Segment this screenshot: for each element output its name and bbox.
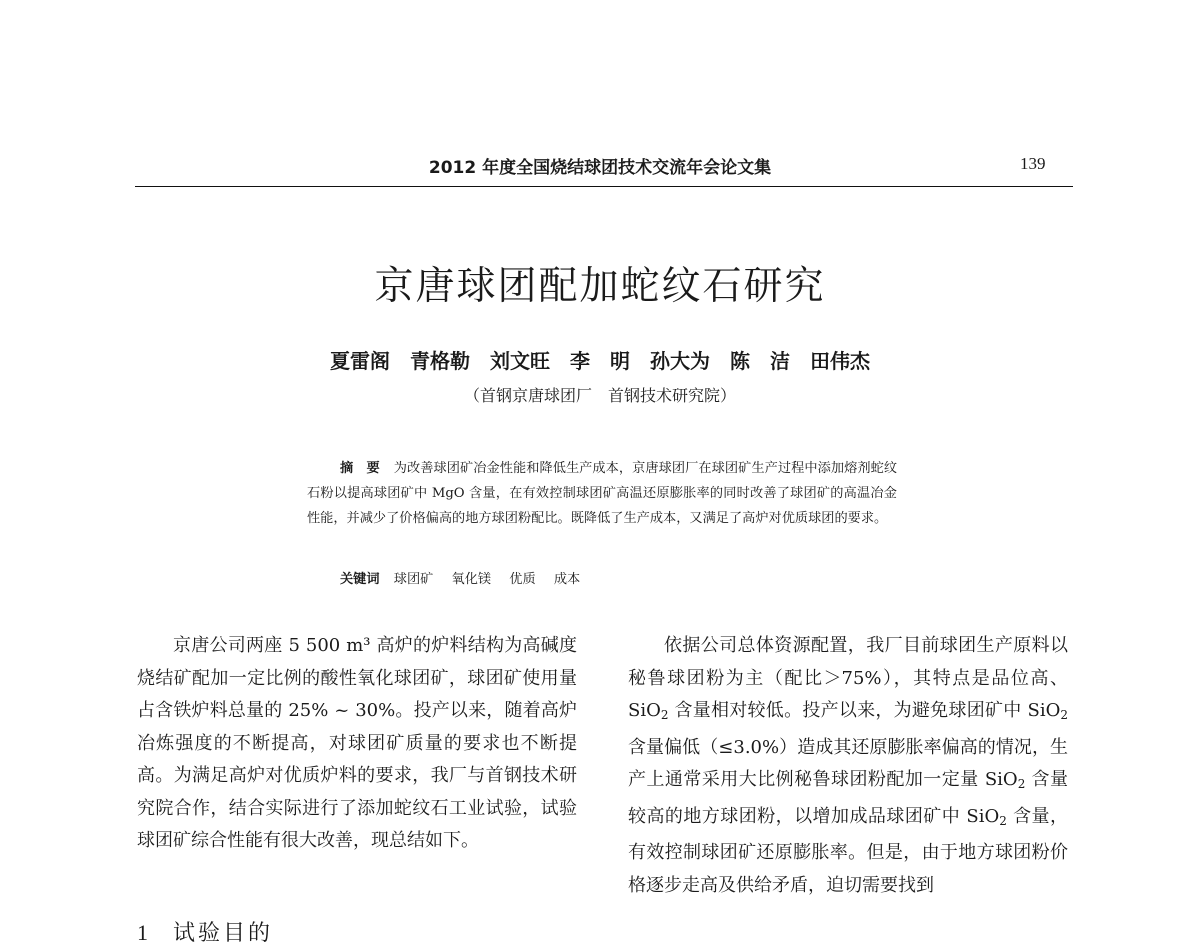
chem-formula bbox=[966, 806, 1007, 827]
chem-base: SiO bbox=[966, 805, 1000, 827]
running-header-title: 2012 年度全国烧结球团技术交流年会论文集 bbox=[428, 158, 772, 178]
chem-base: SiO bbox=[1027, 700, 1061, 721]
body-right-column bbox=[628, 630, 1068, 902]
chem-subscript: 2 bbox=[1060, 708, 1068, 722]
keyword-item: 成本 bbox=[553, 572, 581, 587]
body-left-column bbox=[137, 630, 577, 858]
intro-paragraph: 京唐公司两座 5 500 m³ 高炉的炉料结构为高碱度烧结矿配加一定比例的酸性氧化球团矿，球团矿使用量占含铁炉料总量的 25% ~ 30%。投产以来，随着高炉冶炼强度的不断提高，对球团矿质量的要求也不断提高。为满足高炉对优质炉料的要求，我厂与首钢技术研究院合作，结合实际进行了添加蛇纹石工业试验，试验球团矿综合性能有很大改善，现总结如下。 bbox=[137, 635, 577, 851]
paper-title: 京唐球团配加蛇纹石研究 bbox=[374, 264, 826, 309]
chem-subscript: 2 bbox=[660, 708, 669, 722]
chem-formula bbox=[985, 769, 1026, 790]
text-run: 含量，有效控制球团矿还原膨胀率。但是，由于地方球团粉价格逐步走高及供给矛盾，迫切需要找到 bbox=[628, 805, 1068, 896]
section-heading bbox=[137, 916, 273, 947]
abstract-text: 为改善球团矿冶金性能和降低生产成本，京唐球团厂在球团矿生产过程中添加熔剂蛇纹石粉以提高球团矿中 MgO 含量，在有效控制球团矿高温还原膨胀率的同时改善了球团矿的高温冶金性能，并减少了价格偏高的地方球团粉配比。既降低了生产成本，又满足了高炉对优质球团的要求。 bbox=[307, 461, 898, 526]
text-run: 依据公司总体资源配置，我厂目前球团生产原料以秘鲁球团粉为主（配比＞75%），其特点是品位高、 bbox=[628, 635, 1068, 689]
abstract-label: 摘 要 bbox=[340, 461, 380, 476]
keywords bbox=[340, 567, 594, 592]
text-run: 含量偏低（≤3.0%）造成其还原膨胀率偏高的情况，生产上通常采用大比例秘鲁球团粉配加一定量 bbox=[628, 736, 1068, 790]
chem-formula bbox=[1028, 700, 1069, 721]
header-rule bbox=[135, 186, 1073, 187]
page-number: 139 bbox=[1020, 154, 1046, 173]
author-list: 夏雷阁 青格勒 刘文旺 李 明 孙大为 陈 洁 田伟杰 bbox=[330, 349, 870, 373]
chem-subscript: 2 bbox=[999, 813, 1007, 828]
keywords-label: 关键词 bbox=[340, 572, 380, 587]
chem-base: SiO bbox=[628, 700, 661, 721]
abstract-paragraph bbox=[307, 456, 897, 531]
text-run: 含量较高的地方球团粉，以增加成品球团矿中 bbox=[628, 769, 1068, 827]
affiliation: （首钢京唐球团厂 首钢技术研究院） bbox=[463, 386, 736, 405]
chem-formula bbox=[628, 700, 669, 721]
keyword-item: 球团矿 bbox=[393, 572, 434, 587]
keyword-item: 氧化镁 bbox=[451, 572, 492, 587]
section-title: 试验目的 bbox=[173, 921, 274, 946]
abstract bbox=[307, 456, 897, 531]
chem-base: SiO bbox=[984, 769, 1018, 790]
text-run: 含量相对较低。投产以来，为避免球团矿中 bbox=[668, 700, 1028, 721]
resource-paragraph bbox=[628, 630, 1068, 902]
keyword-item: 优质 bbox=[509, 572, 536, 587]
chem-subscript: 2 bbox=[1017, 777, 1026, 791]
section-number: 1 bbox=[137, 920, 151, 945]
